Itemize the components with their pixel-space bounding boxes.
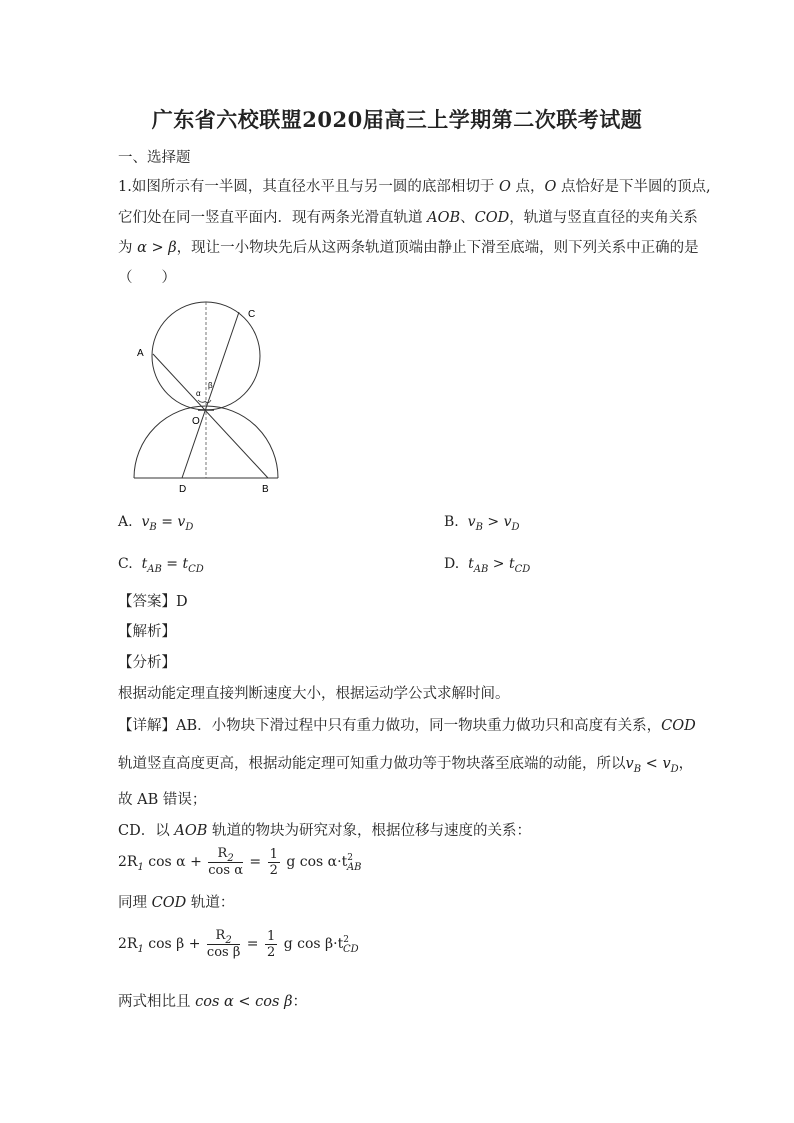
option-c[interactable] <box>118 556 204 575</box>
option-lhs: v <box>467 514 476 530</box>
track-aob <box>153 354 268 478</box>
option-rhs: t <box>508 556 515 572</box>
question-line-4: （ ） <box>118 270 176 286</box>
q-text: 点恰好是下半圆的顶点, <box>556 179 711 195</box>
option-letter: B. <box>444 514 459 530</box>
q-text: ，轨道与竖直直径的夹角关系 <box>509 210 698 226</box>
detail-line-2 <box>118 754 693 776</box>
page-title: 广东省六校联盟2020届高三上学期第二次联考试题 <box>151 107 643 132</box>
rel-sub: B <box>633 764 642 775</box>
f-den: cos β <box>206 945 241 960</box>
f-term: cos β + <box>143 936 205 952</box>
detail-heading: 【详解】 <box>118 718 176 734</box>
label-d: D <box>179 484 187 495</box>
q-track-cod: COD <box>474 210 510 226</box>
f-fraction <box>207 928 240 960</box>
q-condition: α > β <box>137 240 177 256</box>
answer-line: 【答案】D <box>118 594 188 610</box>
option-rhs-sub: CD <box>514 564 531 575</box>
f-term: g cos α·t <box>281 854 348 870</box>
detail-line-5 <box>118 893 234 913</box>
physics-figure <box>128 300 288 500</box>
detail-line-4 <box>118 821 531 841</box>
q-text: 它们处在同一竖直平面内．现有两条光滑直轨道 <box>118 210 428 226</box>
label-o: O <box>192 416 200 427</box>
rel-sub: D <box>670 764 679 775</box>
option-op: = <box>156 514 178 530</box>
f-num: R <box>215 928 226 943</box>
option-rhs-sub: D <box>511 522 520 533</box>
detail-track-cod: COD <box>661 718 696 734</box>
detail-text: ， <box>678 756 694 772</box>
fenxi-text: 根据动能定理直接判断速度大小，根据运动学公式求解时间。 <box>118 686 510 702</box>
label-alpha: α <box>196 389 201 398</box>
rel-v: v <box>662 756 671 772</box>
angle-alpha-arc <box>198 400 206 402</box>
option-lhs-sub: B <box>149 522 157 533</box>
detail-text: 轨道： <box>186 895 235 911</box>
label-a: A <box>137 348 144 359</box>
f-sub: 2 <box>225 935 232 946</box>
option-a[interactable] <box>118 514 194 533</box>
detail-line-1 <box>118 716 696 736</box>
f-num: 1 <box>269 846 278 862</box>
q-point-o: O <box>498 179 511 195</box>
q-text: 为 <box>118 240 138 256</box>
option-rhs-sub: CD <box>188 564 204 575</box>
f-term: cos α + <box>143 854 207 870</box>
f-den: 2 <box>269 862 278 878</box>
f-den: 2 <box>267 944 276 960</box>
detail-text: CD．以 <box>118 823 175 839</box>
option-rhs: v <box>503 514 512 530</box>
f-num: 1 <box>267 928 276 944</box>
analysis-heading: 【解析】 <box>118 624 176 640</box>
option-letter: A. <box>118 514 133 530</box>
f-sup: 2 <box>347 853 353 863</box>
option-op: = <box>161 556 183 572</box>
f-num: R <box>217 846 228 861</box>
detail-text: 同理 <box>118 895 152 911</box>
detail-line-3: 故 AB 错误； <box>118 792 207 808</box>
fenxi-heading: 【分析】 <box>118 655 176 671</box>
q-track-aob: AOB <box>427 210 461 226</box>
option-d[interactable] <box>444 556 531 575</box>
option-letter: D. <box>444 556 460 572</box>
option-lhs: t <box>141 556 148 572</box>
option-lhs-sub: AB <box>473 564 489 575</box>
f-fraction <box>208 846 243 878</box>
q-text: 1.如图所示有一半圆，其直径水平且与另一圆的底部相切于 <box>118 179 499 195</box>
question-line-1 <box>118 177 711 197</box>
question-line-3 <box>118 238 699 258</box>
rel-op: < <box>641 756 663 772</box>
cos-relation: cos α < cos β <box>195 994 293 1010</box>
q-text: 、 <box>460 210 475 226</box>
rel-v: v <box>625 756 634 772</box>
detail-text: ： <box>292 994 307 1010</box>
formula-2 <box>118 928 359 960</box>
f-eq: = <box>244 854 266 870</box>
option-letter: C. <box>118 556 133 572</box>
f-term: 2R <box>118 854 138 870</box>
q-text: ，现让一小物块先后从这两条轨道顶端由静止下滑至底端，则下列关系中正确的是 <box>176 240 699 256</box>
f-sub: 2 <box>227 853 234 864</box>
option-rhs: v <box>177 514 186 530</box>
label-beta: β <box>208 381 213 390</box>
f-sub: AB <box>346 862 362 873</box>
detail-track-cod: COD <box>151 895 187 911</box>
detail-text: 两式相比且 <box>118 994 196 1010</box>
option-lhs: v <box>141 514 150 530</box>
detail-text: 轨道竖直高度更高，根据动能定理可知重力做功等于物块落至底端的动能，所以 <box>118 756 626 772</box>
f-sub: 1 <box>137 862 144 873</box>
question-line-2 <box>118 208 698 228</box>
f-term: 2R <box>118 936 138 952</box>
f-den: cos α <box>208 863 243 878</box>
option-rhs-sub: D <box>185 522 194 533</box>
detail-track-aob: AOB <box>174 823 208 839</box>
option-op: > <box>482 514 504 530</box>
option-lhs-sub: AB <box>147 564 162 575</box>
q-text: 点， <box>510 179 545 195</box>
q-point-o: O <box>544 179 557 195</box>
section-heading: 一、选择题 <box>118 150 191 166</box>
f-half <box>268 847 280 878</box>
f-sup: 2 <box>343 935 349 945</box>
detail-line-6 <box>118 992 307 1012</box>
detail-text: AB．小物块下滑过程中只有重力做功，同一物块重力做功只和高度有关系， <box>176 718 662 734</box>
f-eq: = <box>242 936 263 952</box>
option-lhs-sub: B <box>475 522 483 533</box>
label-c: C <box>248 309 256 320</box>
option-b[interactable] <box>444 514 520 533</box>
option-op: > <box>488 556 509 572</box>
formula-1 <box>118 846 362 878</box>
f-term: g cos β·t <box>279 936 344 952</box>
f-sub: 1 <box>137 944 144 955</box>
detail-text: 轨道的物块为研究对象，根据位移与速度的关系： <box>207 823 531 839</box>
option-lhs: t <box>468 556 474 572</box>
f-half <box>265 929 277 960</box>
f-sub: CD <box>342 944 359 955</box>
option-rhs: t <box>182 556 189 572</box>
label-b: B <box>262 484 269 495</box>
